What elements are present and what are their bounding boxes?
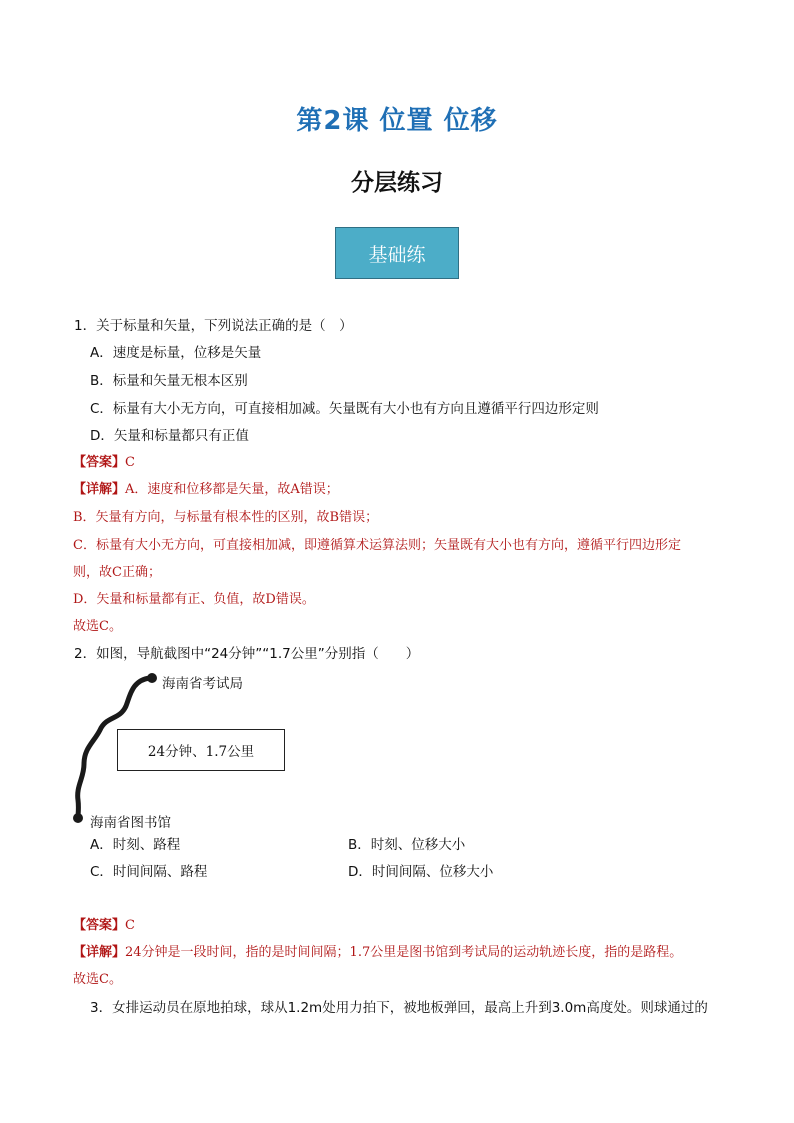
question-1-option-c: C．标量有大小无方向，可直接相加减。矢量既有大小也有方向且遵循平行四边形定则 [90,401,599,417]
question-1-option-a: A．速度是标量，位移是矢量 [90,345,262,361]
question-3-stem: 3．女排运动员在原地拍球，球从1.2m处用力拍下，被地板弹回，最高上升到3.0m高度处。则球通过的 [90,1000,708,1016]
question-2-detail-line: 故选C。 [73,972,122,987]
level-badge: 基础练 [335,227,459,279]
destination-label: 海南省考试局 [162,676,243,692]
question-2-answer [73,917,135,935]
section-subtitle: 分层练习 [351,170,443,196]
question-1-stem: 1．关于标量和矢量，下列说法正确的是（ ） [74,318,353,334]
question-2-stem: 2．如图，导航截图中“24分钟”“1.7公里”分别指（ ） [74,646,420,662]
question-1-option-b: B．标量和矢量无根本区别 [90,373,248,389]
answer-tag: 【答案】 [73,918,126,933]
question-2-option-c: C．时间间隔、路程 [90,864,208,880]
lesson-title: 第2课 位置 位移 [296,106,498,136]
question-2-option-d: D．时间间隔、位移大小 [348,864,494,880]
question-1-detail-line: 则，故C正确； [73,565,161,580]
answer-value: C [125,918,135,933]
question-1-detail-line: 故选C。 [73,619,122,634]
detail-text: 24分钟是一段时间，指的是时间间隔；1.7公里是图书馆到考试局的运动轨迹长度，指的是路程。 [125,945,683,960]
answer-value: C [125,455,135,470]
destination-marker [147,673,157,683]
question-1-detail-line: C．标量有大小无方向，可直接相加减，即遵循算术运算法则；矢量既有大小也有方向，遵循平行四边形定 [73,538,681,553]
navigation-diagram [70,668,330,831]
question-2-option-a: A．时刻、路程 [90,837,181,853]
question-2-detail-line [73,944,682,962]
origin-label: 海南省图书馆 [90,815,171,831]
question-1-detail-line: B．矢量有方向，与标量有根本性的区别，故B错误； [73,510,379,525]
question-1-detail-line [73,481,339,499]
origin-marker [73,813,83,823]
detail-tag: 【详解】 [73,945,126,960]
detail-tag: 【详解】 [73,482,126,497]
question-1-answer [73,454,135,472]
question-2-option-b: B．时刻、位移大小 [348,837,466,853]
answer-tag: 【答案】 [73,455,126,470]
question-1-detail-line: D．矢量和标量都有正、负值，故D错误。 [73,592,315,607]
question-1-option-d: D．矢量和标量都只有正值 [90,428,249,444]
route-info-box: 24分钟、1.7公里 [117,729,285,771]
detail-text: A．速度和位移都是矢量，故A错误； [125,482,339,497]
